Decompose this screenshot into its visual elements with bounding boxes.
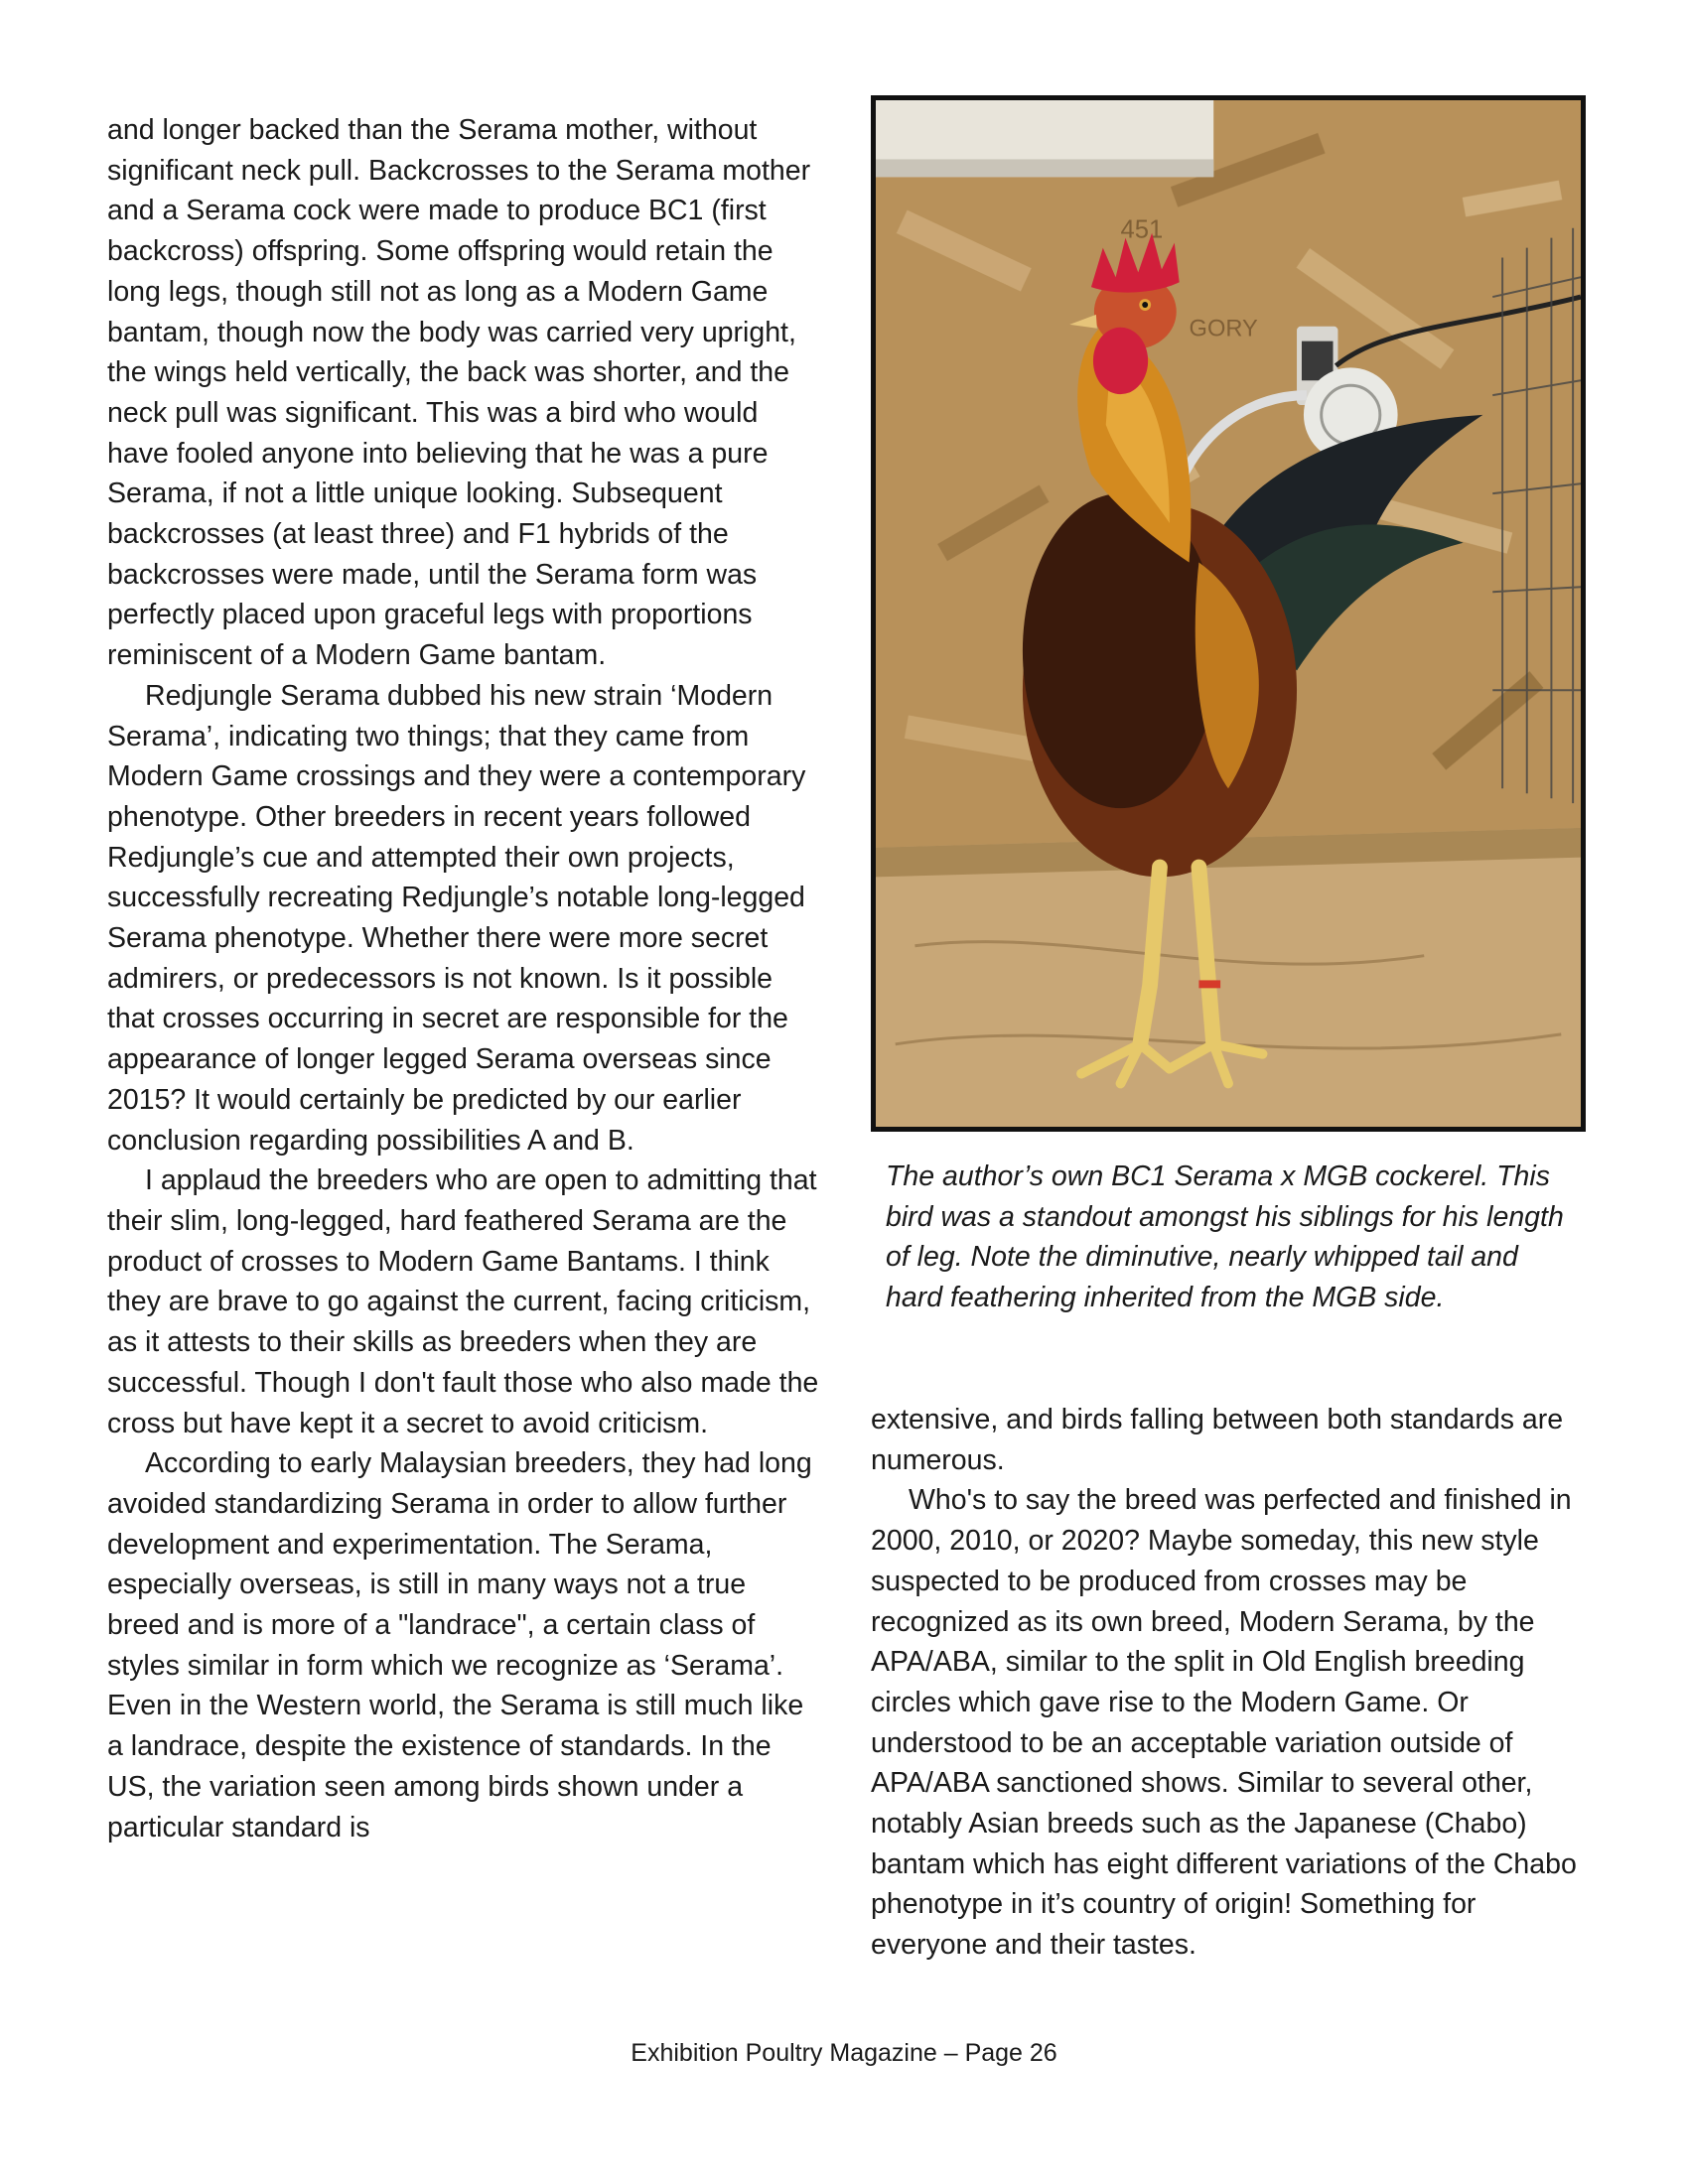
page-footer: Exhibition Poultry Magazine – Page 26 <box>631 2039 1057 2067</box>
right-text-column <box>871 1400 1586 1966</box>
photo-caption <box>886 1157 1581 1317</box>
paragraph: I applaud the breeders who are open to admitting that their slim, long-legged, hard feathered Serama are the product of crosses to Modern Game Bantams. I think they are brave to go against the current, facing criticism, as it attests to their skills as breeders when they are successful. Though I don't fault those who also made the cross but have kept it a secret to avoid criticism. <box>107 1164 819 1439</box>
wall-text: GORY <box>1189 316 1258 342</box>
paragraph: According to early Malaysian breeders, they had long avoided standardizing Serama in order to allow further development and experimentation. The Serama, especially overseas, is still in many ways not a true breed and is more of a "landrace", a certain class of styles similar in form which we recognize as ‘Serama’. Even in the Western world, the Serama is still much like a landrace, despite the existence of standards. In the US, the variation seen among birds shown under a particular standard is <box>107 1447 812 1843</box>
left-text-column <box>107 110 820 1847</box>
caption-text: The author’s own BC1 Serama x MGB cockerel. This bird was a standout amongst his siblings for his length of leg. Note the diminutive, nearly whipped tail and hard feathering inherited from the MGB side. <box>886 1160 1564 1313</box>
rooster-photo-icon <box>876 100 1581 1127</box>
rooster-photo <box>871 95 1586 1132</box>
paragraph: Redjungle Serama dubbed his new strain ‘Modern Serama’, indicating two things; that they came from Modern Game crossings and they were a contemporary phenotype. Other breeders in recent years followed Redjungle’s cue and attempted their own projects, successfully recreating Redjungle’s notable long-legged Serama phenotype. Whether there were more secret admirers, or predecessors is not known. Is it possible that crosses occurring in secret are responsible for the appearance of longer legged Serama overseas since 2015? It would certainly be predicted by our earlier conclusion regarding possibilities A and B. <box>107 679 806 1157</box>
wall-text: 451 <box>1120 215 1164 244</box>
paragraph: and longer backed than the Serama mother, without significant neck pull. Backcrosses to the Serama mother and a Serama cock were made to produce BC1 (first backcross) offspring. Some offspring would retain the long legs, though still not as long as a Modern Game bantam, though now the body was carried very upright, the wings held vertically, the back was shorter, and the neck pull was significant. This was a bird who would have fooled anyone into believing that he was a pure Serama, if not a little unique looking. Subsequent backcrosses (at least three) and F1 hybrids of the backcrosses were made, until the Serama form was perfectly placed upon graceful legs with proportions reminiscent of a Modern Game bantam. <box>107 114 811 672</box>
paragraph: extensive, and birds falling between both standards are numerous. <box>871 1404 1564 1476</box>
paragraph: Who's to say the breed was perfected and finished in 2000, 2010, or 2020? Maybe someday, this new style suspected to be produced from crosses may be recognized as its own breed, Modern Serama, by the APA/ABA, similar to the split in Old English breeding circles which gave rise to the Modern Game. Or understood to be an acceptable variation outside of APA/ABA sanctioned shows. Similar to several other, notably Asian breeds such as the Japanese (Chabo) bantam which has eight different variations of the Chabo phenotype in it’s country of origin! Something for everyone and their tastes. <box>871 1484 1577 1962</box>
